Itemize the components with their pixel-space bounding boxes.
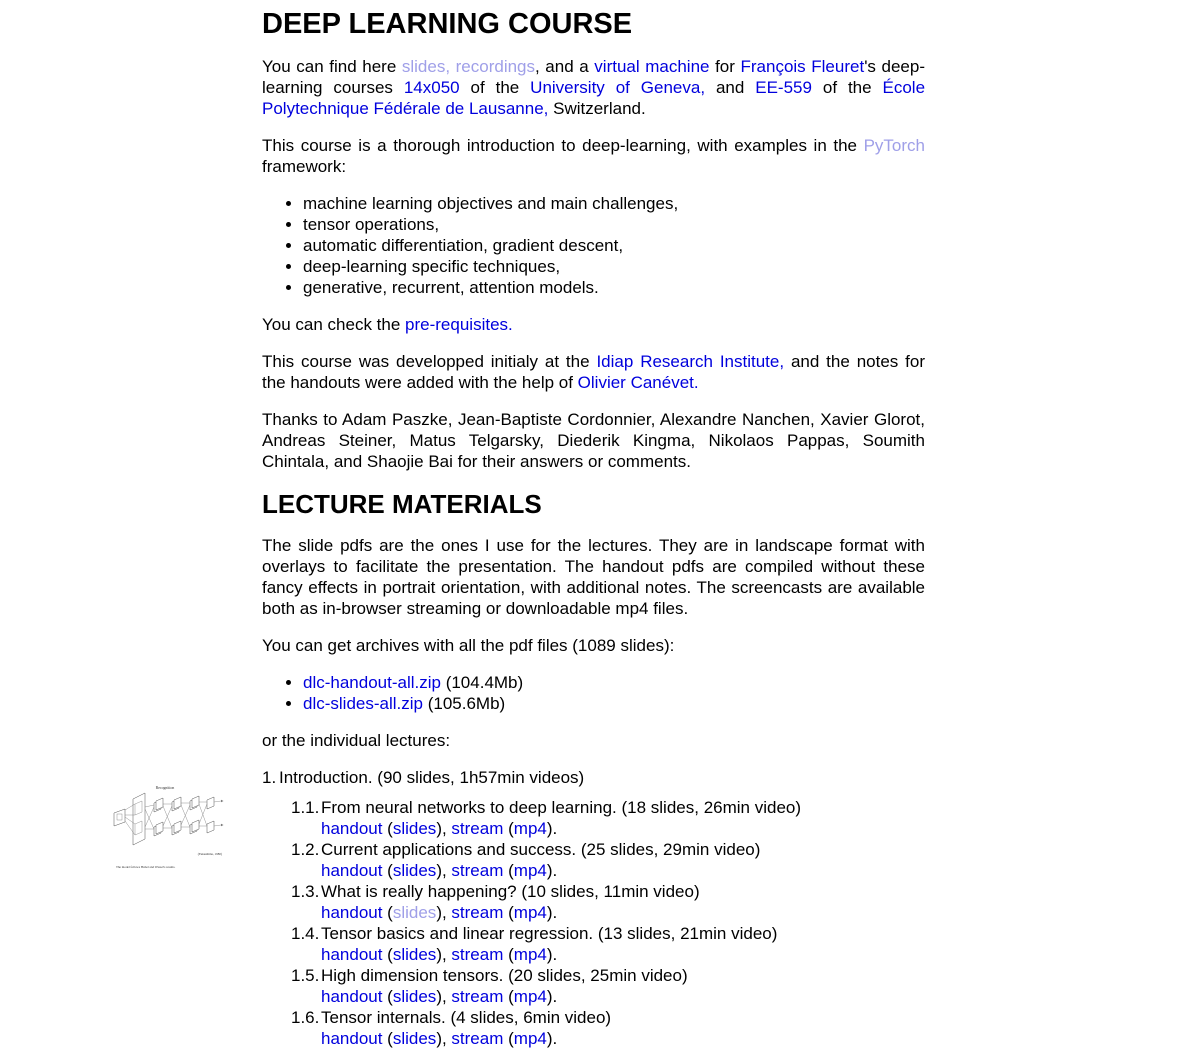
text-segment: ).: [546, 903, 558, 922]
topics-list: [262, 193, 925, 298]
link[interactable]: 14x050: [403, 78, 460, 97]
link[interactable]: slides, recordings: [401, 57, 535, 76]
link[interactable]: dlc-slides-all.zip: [303, 694, 423, 713]
sublecture-item: [291, 839, 925, 881]
text-segment: or the individual lectures:: [262, 731, 451, 750]
text-segment: You can find here: [262, 57, 402, 76]
link[interactable]: stream: [451, 819, 504, 838]
link[interactable]: slides: [392, 819, 437, 838]
figure-caption: The model follows Hubel and Wiesel's results.: [116, 865, 176, 869]
link[interactable]: stream: [451, 903, 504, 922]
text-segment: ).: [546, 819, 558, 838]
link[interactable]: stream: [451, 987, 504, 1006]
text-segment: (: [382, 987, 393, 1006]
materials-description-paragraph: [262, 535, 925, 619]
text-segment: (: [503, 861, 514, 880]
text-segment: ),: [436, 861, 452, 880]
lecture-1-sublist: [291, 797, 925, 1049]
sublecture-title-line: [291, 797, 925, 818]
course-description-paragraph: [262, 135, 925, 177]
text-segment: (: [503, 945, 514, 964]
text-segment: (: [503, 903, 514, 922]
link[interactable]: Idiap Research Institute,: [596, 352, 785, 371]
archive-item: [303, 672, 925, 693]
sublecture-title: Current applications and success. (25 slides, 29min video): [321, 840, 761, 859]
text-segment: ).: [546, 1029, 558, 1048]
sublecture-number: 1.5.: [291, 966, 320, 985]
link[interactable]: PyTorch: [863, 136, 925, 155]
sublecture-number: 1.2.: [291, 840, 320, 859]
topic-item: [303, 256, 925, 277]
sublecture-title-line: [291, 965, 925, 986]
text-segment: Thanks to Adam Paszke, Jean-Baptiste Cordonnier, Alexandre Nanchen, Xavier Glorot, Andreas Steiner, Matus Telgarsky, Diederik Kingma, Nikolaos Pappas, Soumith Chintala, and Shaojie Bai for their answers or comments.: [262, 410, 925, 471]
sublecture-item: [291, 881, 925, 923]
link[interactable]: handout: [321, 903, 383, 922]
text-segment: for: [709, 57, 741, 76]
text-segment: (: [503, 1029, 514, 1048]
archives-intro-paragraph: [262, 635, 925, 656]
text-segment: ),: [436, 987, 452, 1006]
intro-paragraph: [262, 56, 925, 119]
link[interactable]: François Fleuret: [740, 57, 865, 76]
text-segment: Switzerland.: [548, 99, 646, 118]
text-segment: ).: [546, 861, 558, 880]
text-segment: ),: [436, 903, 452, 922]
link[interactable]: stream: [451, 1029, 504, 1048]
sublecture-item: [291, 965, 925, 1007]
text-segment: (: [382, 819, 393, 838]
link[interactable]: mp4: [513, 945, 547, 964]
link[interactable]: handout: [321, 945, 383, 964]
link[interactable]: École Polytechnique Fédérale de Lausanne,: [262, 78, 926, 118]
neocognitron-figure: [108, 779, 228, 873]
text-segment: (: [503, 819, 514, 838]
link[interactable]: pre-requisites.: [405, 315, 513, 334]
text-segment: You can check the: [262, 315, 406, 334]
topic-label: tensor operations,: [303, 215, 440, 234]
text-segment: ),: [436, 945, 452, 964]
text-segment: framework:: [262, 157, 347, 176]
link[interactable]: mp4: [513, 1029, 547, 1048]
sublecture-number: 1.3.: [291, 882, 320, 901]
link[interactable]: handout: [321, 819, 383, 838]
text-segment: and: [705, 78, 756, 97]
topic-item: [303, 193, 925, 214]
link[interactable]: stream: [451, 945, 504, 964]
sublecture-number: 1.4.: [291, 924, 320, 943]
sublecture-title-line: [291, 881, 925, 902]
sublecture-links: [321, 860, 925, 881]
archive-item: [303, 693, 925, 714]
sublecture-item: [291, 797, 925, 839]
text-segment: (: [503, 987, 514, 1006]
link[interactable]: dlc-handout-all.zip: [303, 673, 441, 692]
individual-lectures-intro: [262, 730, 925, 751]
sublecture-links: [321, 944, 925, 965]
thanks-paragraph: [262, 409, 925, 472]
lecture-number: 1.: [262, 768, 277, 787]
link[interactable]: handout: [321, 987, 383, 1006]
page-title: DEEP LEARNING COURSE: [262, 8, 633, 40]
text-segment: ),: [436, 819, 452, 838]
link[interactable]: slides: [392, 903, 437, 922]
figure-credit: (Fukushima, 1980): [197, 852, 222, 856]
text-segment: ).: [546, 987, 558, 1006]
content-column: [262, 8, 925, 1049]
link[interactable]: mp4: [513, 987, 547, 1006]
lecture-1-heading: [262, 767, 925, 788]
topic-item: [303, 235, 925, 256]
sublecture-title-line: [291, 839, 925, 860]
archives-list: [262, 672, 925, 714]
link[interactable]: EE-559: [755, 78, 812, 97]
link[interactable]: virtual machine: [594, 57, 710, 76]
text-segment: (104.4Mb): [440, 673, 524, 692]
figure-title: Recognition: [155, 786, 175, 790]
topic-item: [303, 277, 925, 298]
sublecture-links: [321, 1028, 925, 1049]
sublecture-title: What is really happening? (10 slides, 11min video): [321, 882, 700, 901]
sublecture-title: High dimension tensors. (20 slides, 25min video): [321, 966, 688, 985]
text-segment: The slide pdfs are the ones I use for the lectures. They are in landscape format with overlays to facilitate the presentation. The handout pdfs are compiled without these fancy effects in portrait orientation, with additional notes. The screencasts are available both as in-browser streaming or downloadable mp4 files.: [262, 536, 925, 618]
link[interactable]: handout: [321, 861, 383, 880]
text-segment: You can get archives with all the pdf files (1089 slides):: [262, 636, 675, 655]
text-segment: (: [382, 903, 393, 922]
sublecture-title: From neural networks to deep learning. (18 slides, 26min video): [321, 798, 802, 817]
text-segment: (: [382, 861, 393, 880]
text-segment: of the: [459, 78, 531, 97]
link[interactable]: slides: [392, 1029, 437, 1048]
text-segment: of the: [811, 78, 883, 97]
sublecture-item: [291, 1007, 925, 1049]
link[interactable]: handout: [321, 1029, 383, 1048]
archive-item-content: [303, 673, 523, 692]
topic-label: generative, recurrent, attention models.: [303, 278, 599, 297]
text-segment: , and a: [535, 57, 595, 76]
sublecture-title: Tensor basics and linear regression. (13 slides, 21min video): [321, 924, 778, 943]
link[interactable]: mp4: [513, 903, 547, 922]
sublecture-links: [321, 818, 925, 839]
link[interactable]: Olivier Canévet.: [577, 373, 699, 392]
link[interactable]: University of Geneva,: [530, 78, 706, 97]
link[interactable]: stream: [451, 861, 504, 880]
link[interactable]: slides: [392, 861, 437, 880]
text-segment: (: [382, 945, 393, 964]
history-paragraph: [262, 351, 925, 393]
topic-label: automatic differentiation, gradient descent,: [303, 236, 624, 255]
topic-label: deep-learning specific techniques,: [303, 257, 561, 276]
lecture-materials-title: LECTURE MATERIALS: [262, 489, 542, 519]
sublecture-title: Tensor internals. (4 slides, 6min video): [321, 1008, 612, 1027]
archive-item-content: [303, 694, 505, 713]
prerequisites-paragraph: [262, 314, 925, 335]
topic-label: machine learning objectives and main challenges,: [303, 194, 679, 213]
sublecture-links: [321, 902, 925, 923]
topic-item: [303, 214, 925, 235]
sublecture-links: [321, 986, 925, 1007]
lecture-title: Introduction. (90 slides, 1h57min videos): [279, 768, 585, 787]
link[interactable]: slides: [392, 945, 437, 964]
link[interactable]: slides: [392, 987, 437, 1006]
text-segment: and the notes for the handouts were added with the help of: [262, 352, 925, 392]
text-segment: (: [382, 1029, 393, 1048]
text-segment: ),: [436, 1029, 452, 1048]
sublecture-number: 1.6.: [291, 1008, 320, 1027]
sublecture-title-line: [291, 1007, 925, 1028]
text-segment: ).: [546, 945, 558, 964]
sublecture-number: 1.1.: [291, 798, 320, 817]
text-segment: (105.6Mb): [422, 694, 506, 713]
text-segment: 's deep-learning courses: [262, 57, 925, 97]
link[interactable]: mp4: [513, 819, 547, 838]
sublecture-item: [291, 923, 925, 965]
sublecture-title-line: [291, 923, 925, 944]
text-segment: This course was developped initialy at the: [262, 352, 597, 371]
link[interactable]: mp4: [513, 861, 547, 880]
text-segment: This course is a thorough introduction to deep-learning, with examples in the: [262, 136, 864, 155]
